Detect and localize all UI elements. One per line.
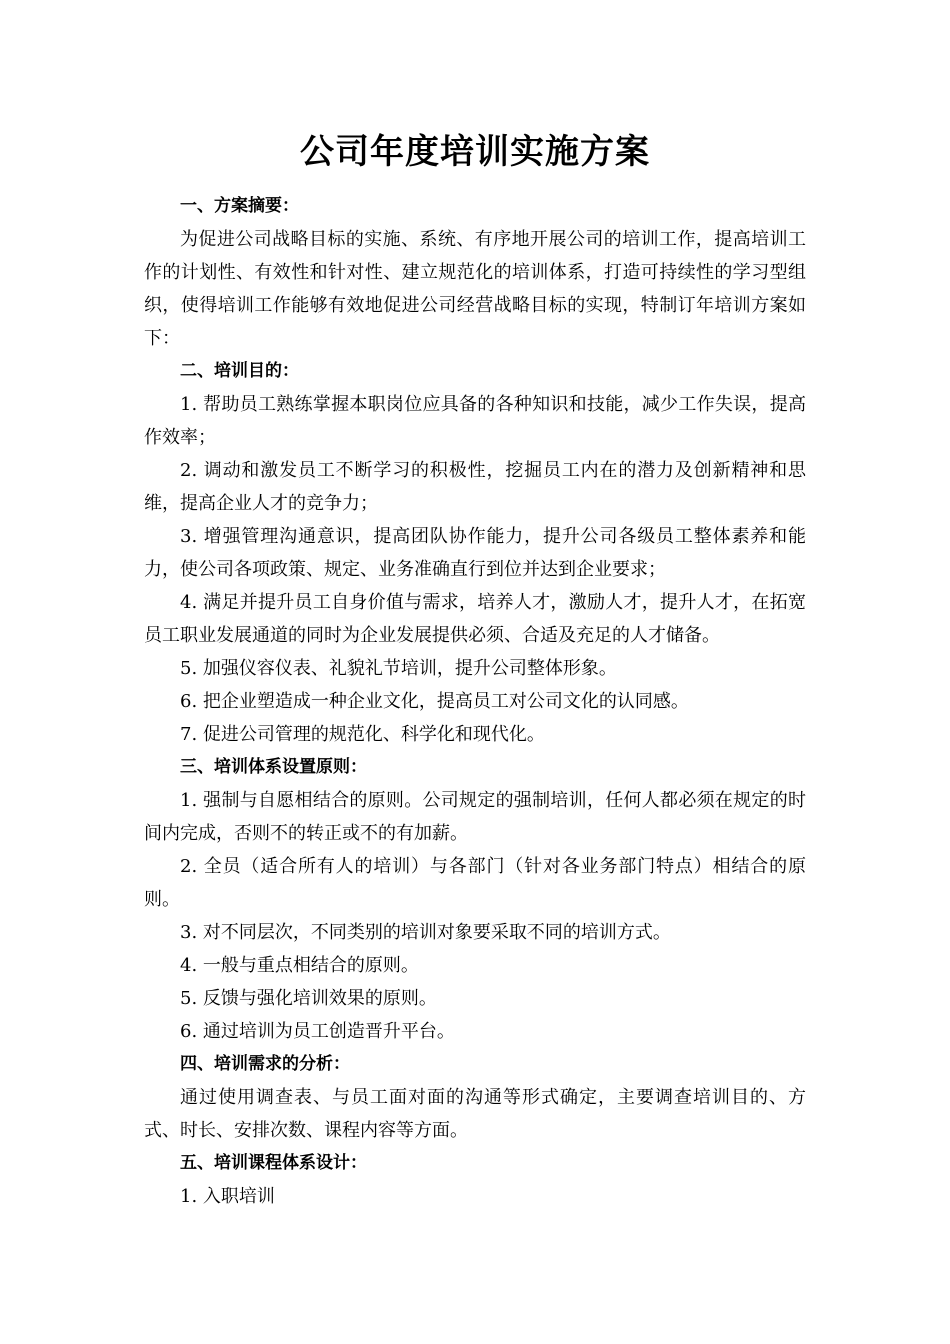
paragraph: 为促进公司战略目标的实施、系统、有序地开展公司的培训工作，提高培训工作的计划性、有效性和针对性、建立规范化的培训体系，打造可持续性的学习型组织，使得培训工作能够有效地促进公司经营战略目标的实现，特制订年培训方案如下： xyxy=(144,229,806,349)
list-item: 4. 一般与重点相结合的原则。 xyxy=(180,955,419,976)
list-item: 5. 加强仪容仪表、礼貌礼节培训，提升公司整体形象。 xyxy=(180,658,617,679)
section-heading: 三、培训体系设置原则： xyxy=(180,757,367,777)
section-heading: 五、培训课程体系设计： xyxy=(180,1153,367,1173)
section-heading: 四、培训需求的分析： xyxy=(180,1054,350,1074)
list-item: 4. 满足并提升员工自身价值与需求，培养人才，激励人才，提升人才，在拓宽员工职业发展通道的同时为企业发展提供必须、合适及充足的人才储备。 xyxy=(144,592,806,646)
list-item: 1. 入职培训 xyxy=(180,1186,275,1207)
list-item: 2. 调动和激发员工不断学习的积极性，挖掘员工内在的潜力及创新精神和思维，提高企业人才的竞争力； xyxy=(144,460,806,514)
section-heading: 二、培训目的： xyxy=(180,361,299,381)
list-item: 5. 反馈与强化培训效果的原则。 xyxy=(180,988,437,1009)
list-item: 1. 强制与自愿相结合的原则。公司规定的强制培训，任何人都必须在规定的时间内完成，否则不的转正或不的有加薪。 xyxy=(144,790,806,844)
list-item: 6. 把企业塑造成一种企业文化，提高员工对公司文化的认同感。 xyxy=(180,691,689,712)
section-heading: 一、方案摘要： xyxy=(180,196,299,216)
list-item: 2. 全员（适合所有人的培训）与各部门（针对各业务部门特点）相结合的原则。 xyxy=(144,856,806,910)
list-item: 3. 增强管理沟通意识，提高团队协作能力，提升公司各级员工整体素养和能力，使公司各项政策、规定、业务准确直行到位并达到企业要求； xyxy=(144,526,806,580)
list-item: 6. 通过培训为员工创造晋升平台。 xyxy=(180,1021,455,1042)
document-title: 公司年度培训实施方案 xyxy=(300,132,650,172)
list-item: 7. 促进公司管理的规范化、科学化和现代化。 xyxy=(180,724,545,745)
list-item: 3. 对不同层次，不同类别的培训对象要采取不同的培训方式。 xyxy=(180,922,671,943)
list-item: 1. 帮助员工熟练掌握本职岗位应具备的各种知识和技能，减少工作失误，提高作效率； xyxy=(144,394,806,448)
paragraph: 通过使用调查表、与员工面对面的沟通等形式确定，主要调查培训目的、方式、时长、安排次数、课程内容等方面。 xyxy=(144,1087,806,1141)
